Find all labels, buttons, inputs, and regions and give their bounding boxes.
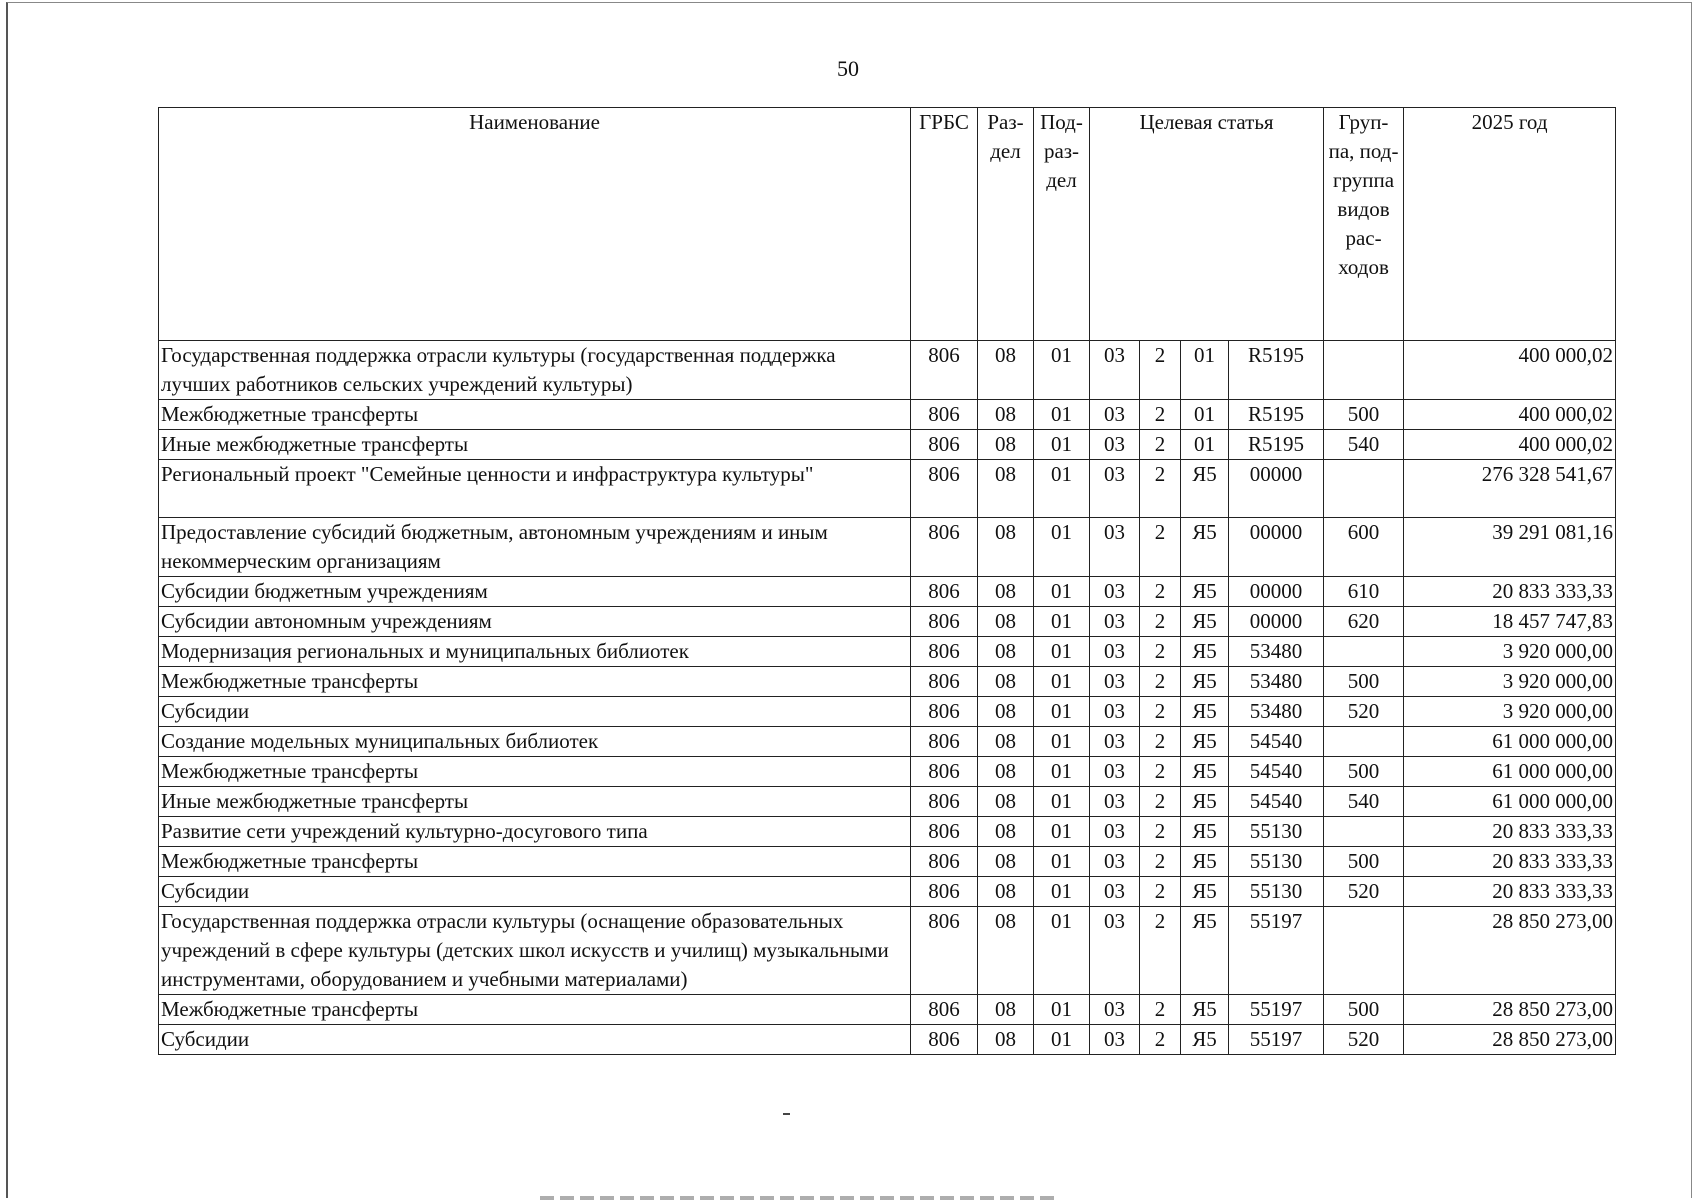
cell-grbs: 806 <box>911 727 978 757</box>
cell-t4: 00000 <box>1229 607 1324 637</box>
cell-t1: 03 <box>1090 877 1140 907</box>
cell-razdel: 08 <box>978 341 1034 400</box>
cell-t2: 2 <box>1140 577 1181 607</box>
cell-t4: 55197 <box>1229 907 1324 995</box>
cell-amount: 20 833 333,33 <box>1404 877 1616 907</box>
cell-t2: 2 <box>1140 757 1181 787</box>
cell-razdel: 08 <box>978 877 1034 907</box>
cell-podrazdel: 01 <box>1034 847 1090 877</box>
table-row <box>159 430 1616 460</box>
cell-t1: 03 <box>1090 817 1140 847</box>
cell-name: Государственная поддержка отрасли культуры (государственная поддержка лучших работников сельских учреждений культуры) <box>159 341 911 400</box>
cell-name: Предоставление субсидий бюджетным, автономным учреждениям и иным некоммерческим организациям <box>159 518 911 577</box>
cell-t2: 2 <box>1140 727 1181 757</box>
cell-t2: 2 <box>1140 341 1181 400</box>
cell-group <box>1324 637 1404 667</box>
cell-t2: 2 <box>1140 907 1181 995</box>
cell-t3: Я5 <box>1181 907 1229 995</box>
cell-t2: 2 <box>1140 817 1181 847</box>
cell-razdel: 08 <box>978 460 1034 518</box>
cell-t4: 55130 <box>1229 817 1324 847</box>
cell-t1: 03 <box>1090 907 1140 995</box>
table-row <box>159 907 1616 995</box>
cell-name: Межбюджетные трансферты <box>159 757 911 787</box>
table-header-row <box>159 108 1616 341</box>
cell-razdel: 08 <box>978 637 1034 667</box>
cell-razdel: 08 <box>978 1025 1034 1055</box>
cell-grbs: 806 <box>911 907 978 995</box>
cell-amount: 61 000 000,00 <box>1404 727 1616 757</box>
cell-t1: 03 <box>1090 995 1140 1025</box>
cell-name: Иные межбюджетные трансферты <box>159 430 911 460</box>
cell-podrazdel: 01 <box>1034 817 1090 847</box>
cell-t1: 03 <box>1090 697 1140 727</box>
cell-grbs: 806 <box>911 607 978 637</box>
cell-grbs: 806 <box>911 577 978 607</box>
cell-razdel: 08 <box>978 995 1034 1025</box>
cell-t1: 03 <box>1090 757 1140 787</box>
cell-amount: 3 920 000,00 <box>1404 697 1616 727</box>
cell-group: 520 <box>1324 877 1404 907</box>
cell-t3: Я5 <box>1181 577 1229 607</box>
page-number: 50 <box>837 56 859 81</box>
cell-t2: 2 <box>1140 667 1181 697</box>
cell-grbs: 806 <box>911 847 978 877</box>
cell-grbs: 806 <box>911 667 978 697</box>
cell-razdel: 08 <box>978 667 1034 697</box>
header-podrazdel: Под- раз- дел <box>1034 108 1090 341</box>
cell-group: 540 <box>1324 430 1404 460</box>
cell-group <box>1324 460 1404 518</box>
footer-mark <box>783 1113 790 1115</box>
cell-t4: 55130 <box>1229 877 1324 907</box>
cell-amount: 3 920 000,00 <box>1404 667 1616 697</box>
cell-grbs: 806 <box>911 757 978 787</box>
cell-amount: 20 833 333,33 <box>1404 577 1616 607</box>
table-row <box>159 341 1616 400</box>
cell-razdel: 08 <box>978 697 1034 727</box>
cell-t4: 55197 <box>1229 1025 1324 1055</box>
cell-grbs: 806 <box>911 637 978 667</box>
cell-grbs: 806 <box>911 400 978 430</box>
cell-t1: 03 <box>1090 667 1140 697</box>
table-row <box>159 787 1616 817</box>
cell-t3: Я5 <box>1181 847 1229 877</box>
cell-grbs: 806 <box>911 817 978 847</box>
header-name: Наименование <box>159 108 911 341</box>
cell-group: 500 <box>1324 995 1404 1025</box>
cell-t2: 2 <box>1140 697 1181 727</box>
table-row <box>159 697 1616 727</box>
cell-razdel: 08 <box>978 607 1034 637</box>
cell-t2: 2 <box>1140 430 1181 460</box>
cell-group <box>1324 817 1404 847</box>
cell-t4: 53480 <box>1229 637 1324 667</box>
table-row <box>159 995 1616 1025</box>
cell-t1: 03 <box>1090 637 1140 667</box>
table-body <box>159 341 1616 1055</box>
cell-podrazdel: 01 <box>1034 577 1090 607</box>
cell-grbs: 806 <box>911 995 978 1025</box>
cell-amount: 400 000,02 <box>1404 430 1616 460</box>
cell-name: Межбюджетные трансферты <box>159 995 911 1025</box>
cell-t4: 53480 <box>1229 667 1324 697</box>
footer-scan-artifact <box>540 1196 1060 1200</box>
cell-group <box>1324 341 1404 400</box>
cell-name: Межбюджетные трансферты <box>159 667 911 697</box>
cell-t1: 03 <box>1090 400 1140 430</box>
cell-t2: 2 <box>1140 400 1181 430</box>
cell-grbs: 806 <box>911 1025 978 1055</box>
cell-t1: 03 <box>1090 727 1140 757</box>
cell-razdel: 08 <box>978 817 1034 847</box>
cell-t4: 55130 <box>1229 847 1324 877</box>
cell-name: Развитие сети учреждений культурно-досугового типа <box>159 817 911 847</box>
cell-t3: Я5 <box>1181 667 1229 697</box>
cell-name: Субсидии бюджетным учреждениям <box>159 577 911 607</box>
cell-razdel: 08 <box>978 787 1034 817</box>
cell-t1: 03 <box>1090 787 1140 817</box>
header-group: Груп- па, под- группа видов рас- ходов <box>1324 108 1404 341</box>
cell-amount: 28 850 273,00 <box>1404 1025 1616 1055</box>
cell-razdel: 08 <box>978 430 1034 460</box>
cell-t2: 2 <box>1140 637 1181 667</box>
cell-podrazdel: 01 <box>1034 341 1090 400</box>
cell-podrazdel: 01 <box>1034 430 1090 460</box>
table-row <box>159 1025 1616 1055</box>
cell-name: Иные межбюджетные трансферты <box>159 787 911 817</box>
cell-razdel: 08 <box>978 518 1034 577</box>
cell-amount: 20 833 333,33 <box>1404 847 1616 877</box>
cell-amount: 28 850 273,00 <box>1404 907 1616 995</box>
cell-t3: Я5 <box>1181 877 1229 907</box>
table-row <box>159 518 1616 577</box>
header-target: Целевая статья <box>1090 108 1324 341</box>
cell-name: Субсидии автономным учреждениям <box>159 607 911 637</box>
table-row <box>159 460 1616 518</box>
cell-t1: 03 <box>1090 518 1140 577</box>
cell-t2: 2 <box>1140 607 1181 637</box>
cell-group: 500 <box>1324 400 1404 430</box>
cell-name: Субсидии <box>159 697 911 727</box>
cell-t4: 00000 <box>1229 518 1324 577</box>
table-row <box>159 847 1616 877</box>
cell-amount: 39 291 081,16 <box>1404 518 1616 577</box>
cell-group: 500 <box>1324 757 1404 787</box>
cell-t2: 2 <box>1140 877 1181 907</box>
cell-group <box>1324 727 1404 757</box>
cell-podrazdel: 01 <box>1034 697 1090 727</box>
cell-group: 520 <box>1324 1025 1404 1055</box>
cell-amount: 3 920 000,00 <box>1404 637 1616 667</box>
cell-t4: R5195 <box>1229 400 1324 430</box>
cell-t4: 54540 <box>1229 787 1324 817</box>
table-row <box>159 757 1616 787</box>
cell-t3: Я5 <box>1181 817 1229 847</box>
cell-razdel: 08 <box>978 847 1034 877</box>
cell-t3: Я5 <box>1181 995 1229 1025</box>
cell-t4: 55197 <box>1229 995 1324 1025</box>
cell-amount: 28 850 273,00 <box>1404 995 1616 1025</box>
cell-group: 610 <box>1324 577 1404 607</box>
cell-t3: Я5 <box>1181 1025 1229 1055</box>
cell-podrazdel: 01 <box>1034 727 1090 757</box>
cell-t2: 2 <box>1140 518 1181 577</box>
cell-group: 500 <box>1324 667 1404 697</box>
cell-t1: 03 <box>1090 460 1140 518</box>
cell-podrazdel: 01 <box>1034 995 1090 1025</box>
budget-table <box>158 107 1616 1055</box>
cell-podrazdel: 01 <box>1034 460 1090 518</box>
header-year: 2025 год <box>1404 108 1616 341</box>
cell-t1: 03 <box>1090 1025 1140 1055</box>
cell-t4: 54540 <box>1229 757 1324 787</box>
cell-t2: 2 <box>1140 787 1181 817</box>
table-row <box>159 667 1616 697</box>
cell-name: Межбюджетные трансферты <box>159 847 911 877</box>
cell-t4: 54540 <box>1229 727 1324 757</box>
cell-t1: 03 <box>1090 430 1140 460</box>
cell-amount: 400 000,02 <box>1404 400 1616 430</box>
cell-razdel: 08 <box>978 400 1034 430</box>
cell-amount: 400 000,02 <box>1404 341 1616 400</box>
cell-razdel: 08 <box>978 907 1034 995</box>
cell-t3: Я5 <box>1181 787 1229 817</box>
cell-podrazdel: 01 <box>1034 607 1090 637</box>
cell-name: Создание модельных муниципальных библиотек <box>159 727 911 757</box>
cell-t3: Я5 <box>1181 697 1229 727</box>
cell-grbs: 806 <box>911 697 978 727</box>
table-row <box>159 637 1616 667</box>
cell-grbs: 806 <box>911 341 978 400</box>
cell-amount: 61 000 000,00 <box>1404 787 1616 817</box>
cell-t3: Я5 <box>1181 607 1229 637</box>
cell-razdel: 08 <box>978 757 1034 787</box>
table-row <box>159 400 1616 430</box>
header-grbs: ГРБС <box>911 108 978 341</box>
cell-podrazdel: 01 <box>1034 907 1090 995</box>
cell-grbs: 806 <box>911 460 978 518</box>
cell-t3: 01 <box>1181 400 1229 430</box>
cell-name: Модернизация региональных и муниципальных библиотек <box>159 637 911 667</box>
cell-grbs: 806 <box>911 877 978 907</box>
cell-grbs: 806 <box>911 787 978 817</box>
cell-name: Межбюджетные трансферты <box>159 400 911 430</box>
cell-group <box>1324 907 1404 995</box>
cell-podrazdel: 01 <box>1034 1025 1090 1055</box>
cell-t4: 00000 <box>1229 460 1324 518</box>
cell-t3: Я5 <box>1181 460 1229 518</box>
cell-t2: 2 <box>1140 847 1181 877</box>
cell-name: Субсидии <box>159 877 911 907</box>
cell-group: 520 <box>1324 697 1404 727</box>
cell-t3: Я5 <box>1181 518 1229 577</box>
cell-group: 540 <box>1324 787 1404 817</box>
cell-t3: 01 <box>1181 341 1229 400</box>
cell-podrazdel: 01 <box>1034 667 1090 697</box>
header-razdel: Раз- дел <box>978 108 1034 341</box>
cell-t1: 03 <box>1090 607 1140 637</box>
table-row <box>159 877 1616 907</box>
table-row <box>159 607 1616 637</box>
cell-t3: Я5 <box>1181 637 1229 667</box>
cell-podrazdel: 01 <box>1034 757 1090 787</box>
cell-razdel: 08 <box>978 727 1034 757</box>
cell-group: 620 <box>1324 607 1404 637</box>
cell-amount: 20 833 333,33 <box>1404 817 1616 847</box>
cell-amount: 61 000 000,00 <box>1404 757 1616 787</box>
cell-grbs: 806 <box>911 518 978 577</box>
cell-name: Государственная поддержка отрасли культуры (оснащение образовательных учреждений в сфере культуры (детских школ искусств и училищ) музыкальными инструментами, оборудованием и учебными материалами) <box>159 907 911 995</box>
cell-grbs: 806 <box>911 430 978 460</box>
cell-podrazdel: 01 <box>1034 400 1090 430</box>
cell-t3: 01 <box>1181 430 1229 460</box>
cell-t2: 2 <box>1140 460 1181 518</box>
cell-name: Региональный проект "Семейные ценности и инфраструктура культуры" <box>159 460 911 518</box>
cell-podrazdel: 01 <box>1034 637 1090 667</box>
cell-razdel: 08 <box>978 577 1034 607</box>
cell-t4: R5195 <box>1229 341 1324 400</box>
cell-t3: Я5 <box>1181 757 1229 787</box>
table-row <box>159 577 1616 607</box>
table-row <box>159 727 1616 757</box>
cell-name: Субсидии <box>159 1025 911 1055</box>
cell-podrazdel: 01 <box>1034 787 1090 817</box>
cell-t1: 03 <box>1090 577 1140 607</box>
cell-t4: 53480 <box>1229 697 1324 727</box>
cell-t2: 2 <box>1140 995 1181 1025</box>
cell-amount: 276 328 541,67 <box>1404 460 1616 518</box>
table-row <box>159 817 1616 847</box>
cell-t1: 03 <box>1090 847 1140 877</box>
cell-group: 500 <box>1324 847 1404 877</box>
cell-t3: Я5 <box>1181 727 1229 757</box>
cell-t1: 03 <box>1090 341 1140 400</box>
cell-podrazdel: 01 <box>1034 877 1090 907</box>
cell-amount: 18 457 747,83 <box>1404 607 1616 637</box>
cell-t2: 2 <box>1140 1025 1181 1055</box>
cell-t4: 00000 <box>1229 577 1324 607</box>
cell-t4: R5195 <box>1229 430 1324 460</box>
cell-podrazdel: 01 <box>1034 518 1090 577</box>
cell-group: 600 <box>1324 518 1404 577</box>
